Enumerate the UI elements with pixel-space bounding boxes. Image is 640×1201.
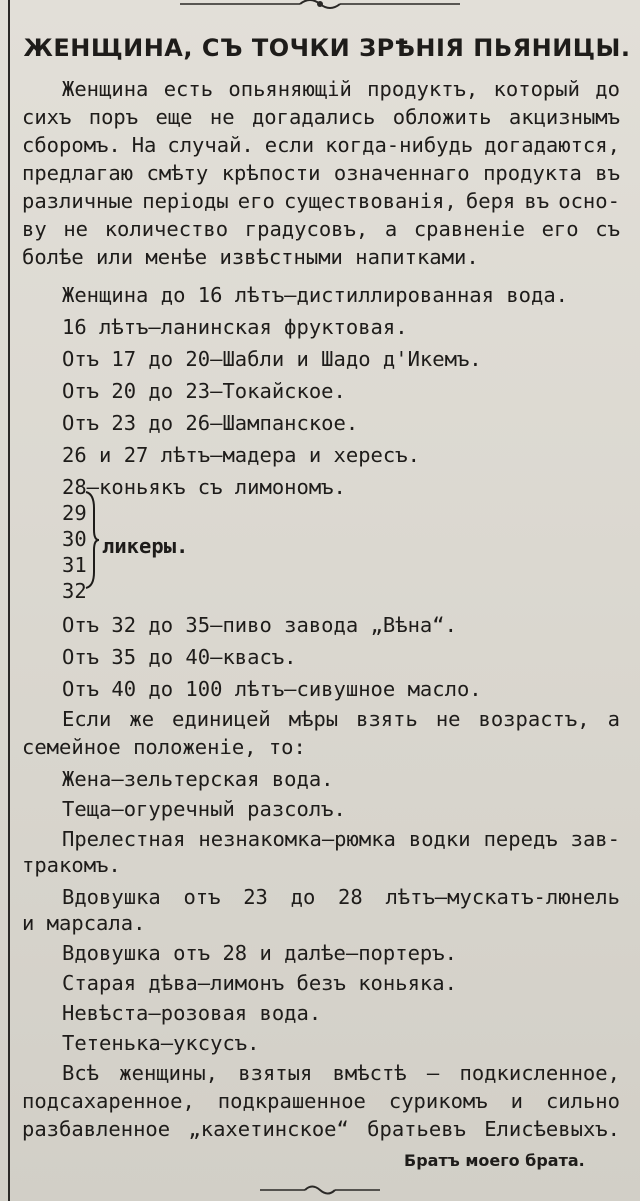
word: его bbox=[237, 189, 275, 213]
word: возрастъ, bbox=[478, 707, 590, 731]
word: Женщина bbox=[62, 77, 149, 101]
word: обложить bbox=[392, 105, 492, 129]
word: осно- bbox=[558, 189, 620, 213]
family-intro-line: семейное положеніе, то: bbox=[22, 735, 306, 759]
word: передъ bbox=[483, 827, 558, 851]
word: продуктъ, bbox=[367, 77, 479, 101]
word: есть bbox=[163, 77, 214, 101]
word: Вдовушка bbox=[62, 885, 161, 909]
word: до bbox=[290, 885, 316, 909]
liqueur-age: 32 bbox=[62, 579, 87, 603]
conclusion-line bbox=[22, 1116, 620, 1142]
word: не bbox=[435, 707, 461, 731]
family-intro-line bbox=[62, 706, 620, 732]
age-entry: Женщина до 16 лѣтъ—дистиллированная вода. bbox=[62, 283, 569, 307]
family-entry: и марсала. bbox=[22, 911, 146, 935]
word: подсахаренное, bbox=[22, 1089, 195, 1113]
conclusion-line bbox=[22, 1088, 620, 1114]
intro-line: болѣе или менѣе извѣстными напитками. bbox=[22, 245, 479, 269]
word: градусовъ, bbox=[244, 217, 369, 241]
word: братьевъ bbox=[367, 1117, 466, 1141]
age-entry: Отъ 35 до 40—квасъ. bbox=[62, 645, 297, 669]
word: въ bbox=[595, 161, 620, 185]
word: поръ bbox=[88, 105, 139, 129]
word: не bbox=[209, 105, 235, 129]
word: сравненіе bbox=[413, 217, 525, 241]
intro-line bbox=[22, 132, 620, 158]
word: продукта bbox=[483, 161, 582, 185]
word: количество bbox=[104, 217, 229, 241]
word: если bbox=[264, 133, 315, 157]
family-entry: Старая дѣва—лимонъ безъ коньяка. bbox=[62, 971, 457, 995]
word: „кахетинское“ bbox=[188, 1117, 349, 1141]
intro-line bbox=[22, 160, 620, 186]
word: а bbox=[384, 217, 398, 241]
age-entry: 26 и 27 лѣтъ—мадера и хересъ. bbox=[62, 443, 420, 467]
word: зав- bbox=[570, 827, 620, 851]
word: лѣтъ—мускатъ-люнель bbox=[385, 885, 620, 909]
word: разбавленное bbox=[22, 1117, 171, 1141]
word: сильно bbox=[545, 1089, 620, 1113]
word: водки bbox=[408, 827, 471, 851]
age-entry: Отъ 32 до 35—пиво завода „Вѣна“. bbox=[62, 613, 457, 637]
word: періоды bbox=[142, 189, 229, 213]
word: вмѣстѣ bbox=[332, 1061, 407, 1085]
word: отъ bbox=[183, 885, 221, 909]
word: сихъ bbox=[22, 105, 72, 129]
word: сурикомъ bbox=[388, 1089, 488, 1113]
article-body bbox=[22, 0, 632, 1201]
intro-line bbox=[22, 188, 620, 214]
word: подкрашенное bbox=[217, 1089, 366, 1113]
word: же bbox=[129, 707, 155, 731]
word: единицей bbox=[172, 707, 271, 731]
word: смѣту bbox=[146, 161, 209, 185]
age-entry: Отъ 40 до 100 лѣтъ—сивушное масло. bbox=[62, 677, 482, 701]
word: Елисѣевыхъ. bbox=[484, 1117, 620, 1141]
age-entry: 16 лѣтъ—ланинская фруктовая. bbox=[62, 315, 408, 339]
word: взятыя bbox=[238, 1061, 313, 1085]
word: Всѣ bbox=[62, 1061, 100, 1085]
word: Если bbox=[62, 707, 112, 731]
family-entry bbox=[62, 826, 620, 852]
word: 23 bbox=[243, 885, 268, 909]
intro-line bbox=[62, 76, 620, 102]
word: и bbox=[510, 1089, 523, 1113]
liqueur-label: ликеры. bbox=[102, 534, 189, 558]
conclusion-line bbox=[62, 1060, 620, 1086]
family-entry: Жена—зельтерская вода. bbox=[62, 767, 334, 791]
liqueur-age: 30 bbox=[62, 527, 87, 551]
word: различные bbox=[22, 189, 134, 213]
liqueur-age: 31 bbox=[62, 553, 87, 577]
word: Прелестная bbox=[62, 827, 186, 851]
word: ву bbox=[22, 217, 47, 241]
word: а bbox=[607, 707, 620, 731]
word: беря bbox=[465, 189, 516, 213]
word: сборомъ. bbox=[22, 133, 121, 157]
liqueur-age: 29 bbox=[62, 501, 87, 525]
word: опьяняющій bbox=[228, 77, 352, 101]
family-entry: Теща—огуречный разсолъ. bbox=[62, 797, 346, 821]
word: предлагаю bbox=[22, 161, 134, 185]
word: не bbox=[63, 217, 89, 241]
word: означеннаго bbox=[333, 161, 470, 185]
word: женщины, bbox=[119, 1061, 219, 1085]
word: случай. bbox=[167, 133, 254, 157]
intro-line bbox=[22, 216, 620, 242]
signature: Братъ моего брата. bbox=[404, 1151, 585, 1170]
word: существованія, bbox=[283, 189, 457, 213]
age-entry: 28—коньякъ съ лимономъ. bbox=[62, 475, 346, 499]
age-entry: Отъ 20 до 23—Токайское. bbox=[62, 379, 346, 403]
column-rule bbox=[8, 0, 10, 1201]
word: догадаются, bbox=[484, 133, 620, 157]
curly-brace-icon bbox=[84, 490, 100, 590]
word: который bbox=[493, 77, 580, 101]
word: На bbox=[131, 133, 157, 157]
word: взять bbox=[356, 707, 418, 731]
age-entry: Отъ 17 до 20—Шабли и Шадо д'Икемъ. bbox=[62, 347, 482, 371]
word: когда-нибудь bbox=[325, 133, 474, 157]
article-title: ЖЕНЩИНА, СЪ ТОЧКИ ЗРѢНІЯ ПЬЯНИЦЫ. bbox=[23, 34, 631, 62]
word: 28 bbox=[338, 885, 363, 909]
bottom-ornament-icon bbox=[0, 1180, 640, 1200]
family-entry: Вдовушка отъ 28 и далѣе—портеръ. bbox=[62, 941, 457, 965]
word: еще bbox=[155, 105, 193, 129]
family-entry bbox=[62, 884, 620, 910]
family-entry: тракомъ. bbox=[22, 853, 121, 877]
family-entry: Тетенька—уксусъ. bbox=[62, 1031, 260, 1055]
family-entry: Невѣста—розовая вода. bbox=[62, 1001, 322, 1025]
age-entry: Отъ 23 до 26—Шампанское. bbox=[62, 411, 359, 435]
word: съ bbox=[595, 217, 620, 241]
word: его bbox=[541, 217, 579, 241]
word: догадались bbox=[251, 105, 376, 129]
word: до bbox=[595, 77, 620, 101]
word: мѣры bbox=[288, 707, 339, 731]
intro-line bbox=[22, 104, 620, 130]
word: акцизнымъ bbox=[508, 105, 620, 129]
word: подкисленное, bbox=[459, 1061, 620, 1085]
word: незнакомка—рюмка bbox=[198, 827, 396, 851]
word: въ bbox=[524, 189, 550, 213]
word: — bbox=[426, 1061, 440, 1085]
word: крѣпости bbox=[221, 161, 321, 185]
